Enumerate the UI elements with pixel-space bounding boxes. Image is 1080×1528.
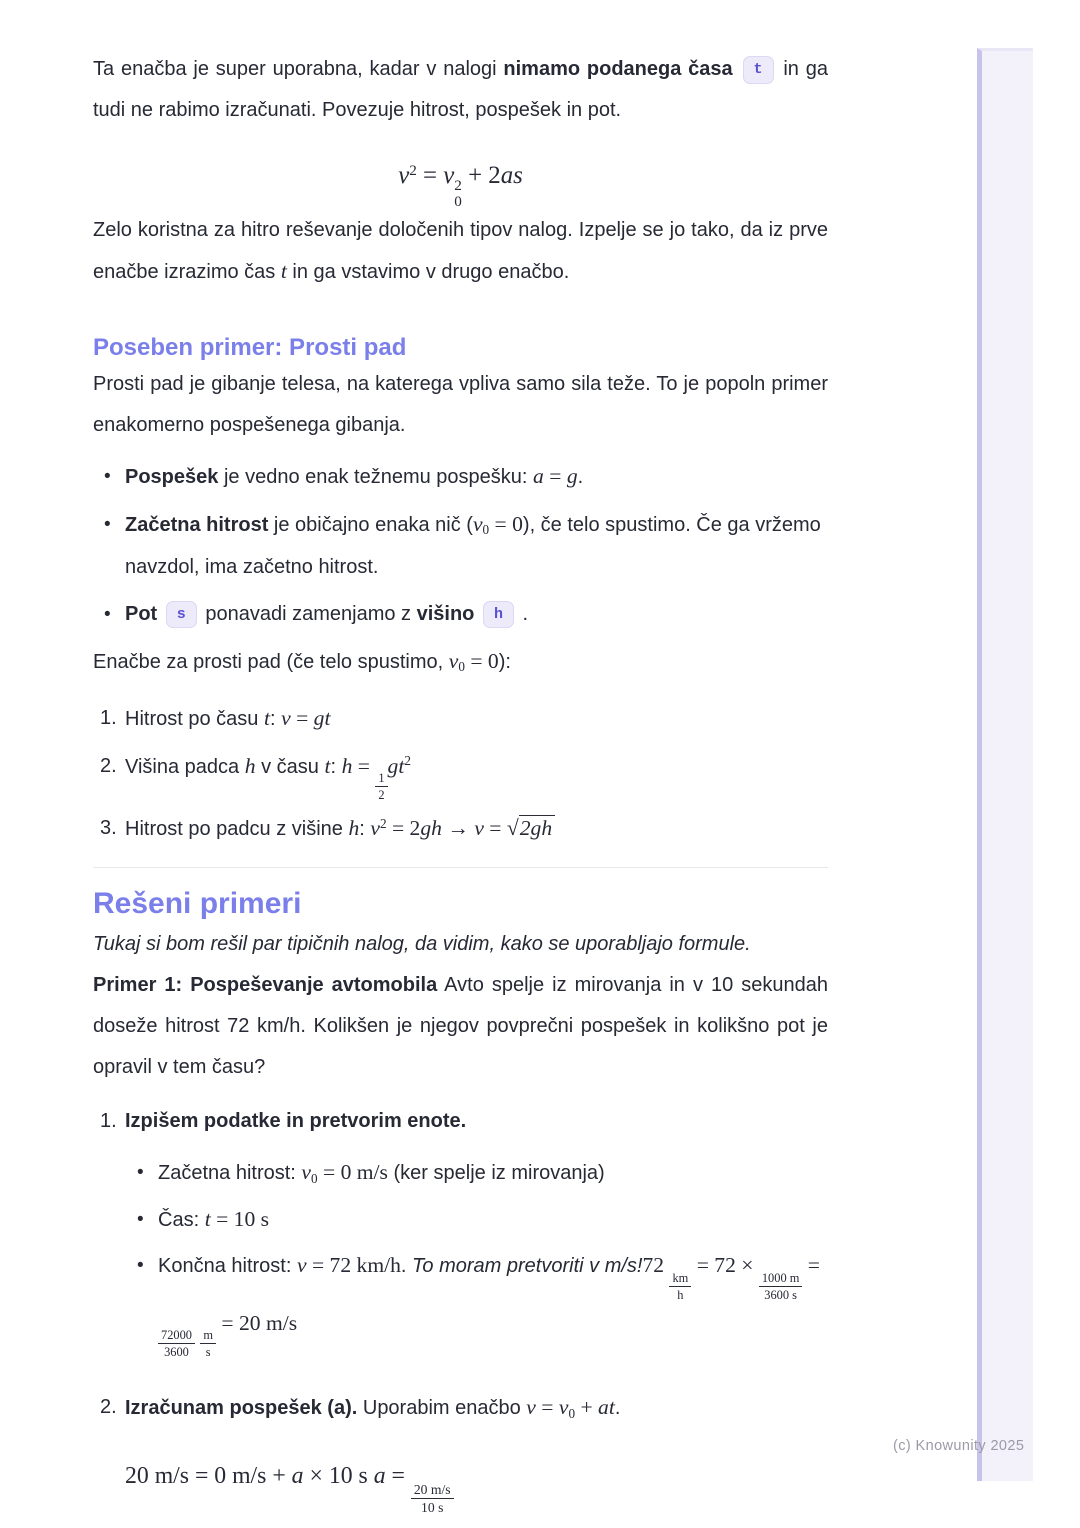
formula-acceleration-calc: 20 m/s = 0 m/s + a × 10 s a = $\frac{20 m/s}{10 s}$ — [125, 1451, 828, 1517]
document-content — [93, 0, 828, 1517]
paragraph-intro: Ta enačba je super uporabna, kadar v nalogi nimamo podanega časa t in ga tudi ne rabimo izračunati. Povezuje hitrost, pospešek in pot. — [93, 58, 828, 121]
example1-data-list — [125, 1152, 828, 1360]
paragraph-examples-note: Tukaj si bom rešil par tipičnih nalog, da vidim, kako se uporabljajo formule. — [93, 933, 751, 956]
paragraph-usefulness: Zelo koristna za hitro reševanje določenih tipov nalog. Izpelje se jo tako, da iz prve enačbe izrazimo čas t in ga vstavimo v drugo enačbo. — [93, 218, 828, 283]
list-item: • Pot s ponavadi zamenjamo z višino h . — [104, 594, 828, 635]
list-item: 3. Hitrost po padcu z višine h: $v^2 = 2gh \to v = √2gh$ — [100, 806, 828, 853]
free-fall-properties-list — [93, 456, 828, 635]
list-item: • Začetna hitrost je običajno enaka nič (v0 = 0), če telo spustimo. Če ga vržemo navzdol, ima začetno hitrost. — [104, 504, 828, 588]
paragraph-example1-statement: Primer 1: Pospeševanje avtomobila Avto spelje iz mirovanja in v 10 sekundah doseže hitrost 72 km/h. Kolikšen je njegov povprečni pospešek in kolikšno pot je opravil v tem času? — [93, 974, 828, 1079]
list-item: 2. Izračunam pospešek (a). Uporabim enačbo v = v0 + at. — [100, 1386, 828, 1431]
example1-steps-list — [93, 1100, 828, 1431]
list-item: 1. Hitrost po času t: v = gt — [100, 696, 828, 741]
list-item: 2. Višina padca h v času t: h = $\frac{1}{2}$ $gt^2$ — [100, 744, 828, 804]
list-item — [100, 1100, 828, 1364]
heading-free-fall: Poseben primer: Prosti pad — [93, 333, 407, 361]
list-number: 1. — [100, 1110, 117, 1133]
paragraph-equations-intro: Enačbe za prosti pad (če telo spustimo, v0 = 0): — [93, 648, 511, 674]
side-page-edge — [977, 48, 1033, 1481]
list-item: • Pospešek je vedno enak težnemu pospešku: a = g. — [104, 456, 828, 498]
formula-velocity-squared: $v^2 = v$ 2 0 + 2as — [398, 161, 523, 210]
step-title: Izpišem podatke in pretvorim enote. — [125, 1110, 467, 1133]
paragraph-free-fall-intro: Prosti pad je gibanje telesa, na katerega vpliva samo sila teže. To je popoln primer enakomerno pospešenega gibanja. — [93, 372, 828, 436]
list-item: • Končna hitrost: v = 72 km/h. To moram pretvoriti v m/s!72 $\frac{km}{h}$ = 72 × $\frac{1000 m}{3600 s}$ = $\frac{72000}{3600}$ $\frac{m}{s}$ = 20 m/s — [137, 1245, 828, 1360]
section-divider — [93, 867, 828, 868]
copyright-footer: (c) Knowunity 2025 — [893, 1438, 1025, 1454]
list-item: • Čas: t = 10 s — [137, 1199, 828, 1241]
free-fall-equations-list — [93, 696, 828, 854]
list-number: 1. — [100, 706, 117, 729]
list-item: • Začetna hitrost: v0 = 0 m/s (ker spelje iz mirovanja) — [137, 1152, 828, 1195]
list-number: 3. — [100, 817, 117, 840]
heading-solved-examples: Rešeni primeri — [93, 887, 302, 921]
list-number: 2. — [100, 1396, 117, 1419]
list-number: 2. — [100, 754, 117, 777]
